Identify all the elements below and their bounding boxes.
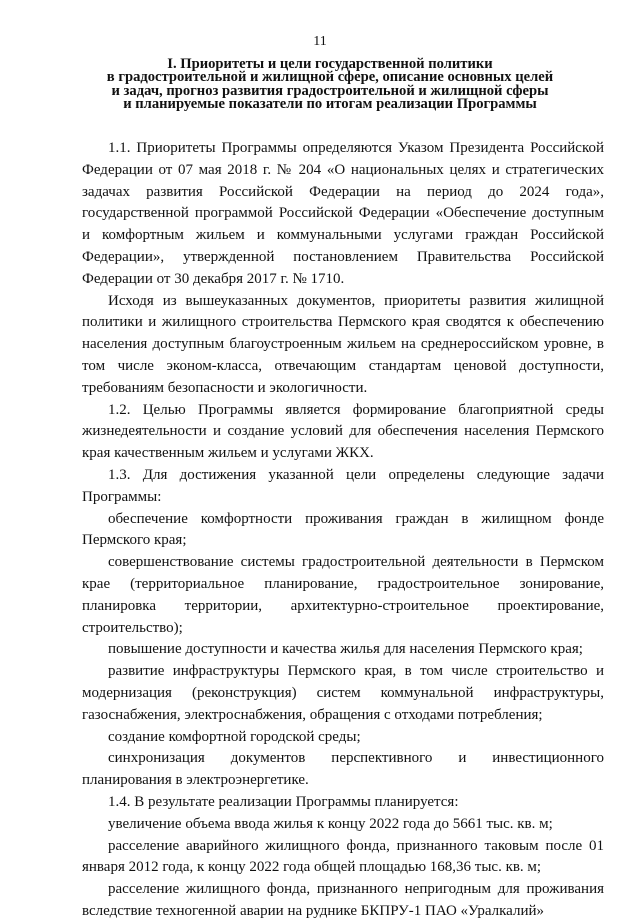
section-heading-line: I. Приоритеты и цели государственной политики xyxy=(167,56,493,72)
list-item-result: расселение аварийного жилищного фонда, признанного таковым после 01 января 2012 года, к концу 2022 года общей площадью 168,36 тыс. кв. м; xyxy=(82,837,604,876)
paragraph-goal: 1.2. Целью Программы является формирование благоприятной среды жизнедеятельности и создание условий для обеспечения населения Пермского края качественным жильем и услугами ЖКХ. xyxy=(82,401,604,462)
list-item-result: расселение жилищного фонда, признанного непригодным для проживания вследствие техногенной аварии на руднике БКПРУ-1 ПАО «Уралкалий» xyxy=(82,881,604,919)
list-item-task: обеспечение комфортности проживания граждан в жилищном фонде Пермского края; xyxy=(82,510,604,549)
list-item-result: увеличение объема ввода жилья к концу 2022 года до 5661 тыс. кв. м; xyxy=(108,815,553,832)
section-heading-line: и планируемые показатели по итогам реализации Программы xyxy=(123,96,537,113)
section-heading xyxy=(60,58,600,112)
paragraph-results-intro: 1.4. В результате реализации Программы планируется: xyxy=(108,793,459,810)
section-heading-line: в градостроительной и жилищной сфере, описание основных целей xyxy=(106,69,554,86)
list-item-task: повышение доступности и качества жилья для населения Пермского края; xyxy=(108,641,583,658)
paragraph-tasks-intro: 1.3. Для достижения указанной цели определены следующие задачи Программы: xyxy=(82,466,604,505)
list-item-task: совершенствование системы градостроительной деятельности в Пермском крае (территориальное планирование, градостроительное зонирование, планировка территории, архитектурно-строительное проектирование, строительство); xyxy=(82,554,604,636)
list-item-task: развитие инфраструктуры Пермского края, в том числе строительство и модернизация (реконструкция) систем коммунальной инфраструктуры, газоснабжения, электроснабжения, обращения с отходами потребления; xyxy=(82,663,604,723)
list-item-task: создание комфортной городской среды; xyxy=(108,728,361,745)
document-body xyxy=(82,138,604,923)
paragraph-priorities: 1.1. Приоритеты Программы определяются Указом Президента Российской Федерации от 07 мая 2018 г. № 204 «О национальных целях и стратегических задачах развития Российской Федерации на период до 2024 года», государственной программой Российской Федерации «Обеспечение доступным и комфортным жильем и коммунальными услугами граждан Российской Федерации», утвержденной постановлением Правительства Российской Федерации от 30 декабря 2017 г. № 1710. xyxy=(82,140,604,287)
paragraph-housing-policy: Исходя из вышеуказанных документов, приоритеты развития жилищной политики и жилищного строительства Пермского края сводятся к обеспечению населения доступным благоустроенным жильем на среднероссийском уровне, в том числе эконом-класса, отвечающим стандартам ценовой доступности, требованиям безопасности и экологичности. xyxy=(82,292,604,396)
page-number: 11 xyxy=(313,34,327,49)
section-heading-line: и задач, прогноз развития градостроительной и жилищной сферы xyxy=(111,82,549,99)
list-item-task: синхронизация документов перспективного и инвестиционного планирования в электроэнергетике. xyxy=(82,750,604,789)
